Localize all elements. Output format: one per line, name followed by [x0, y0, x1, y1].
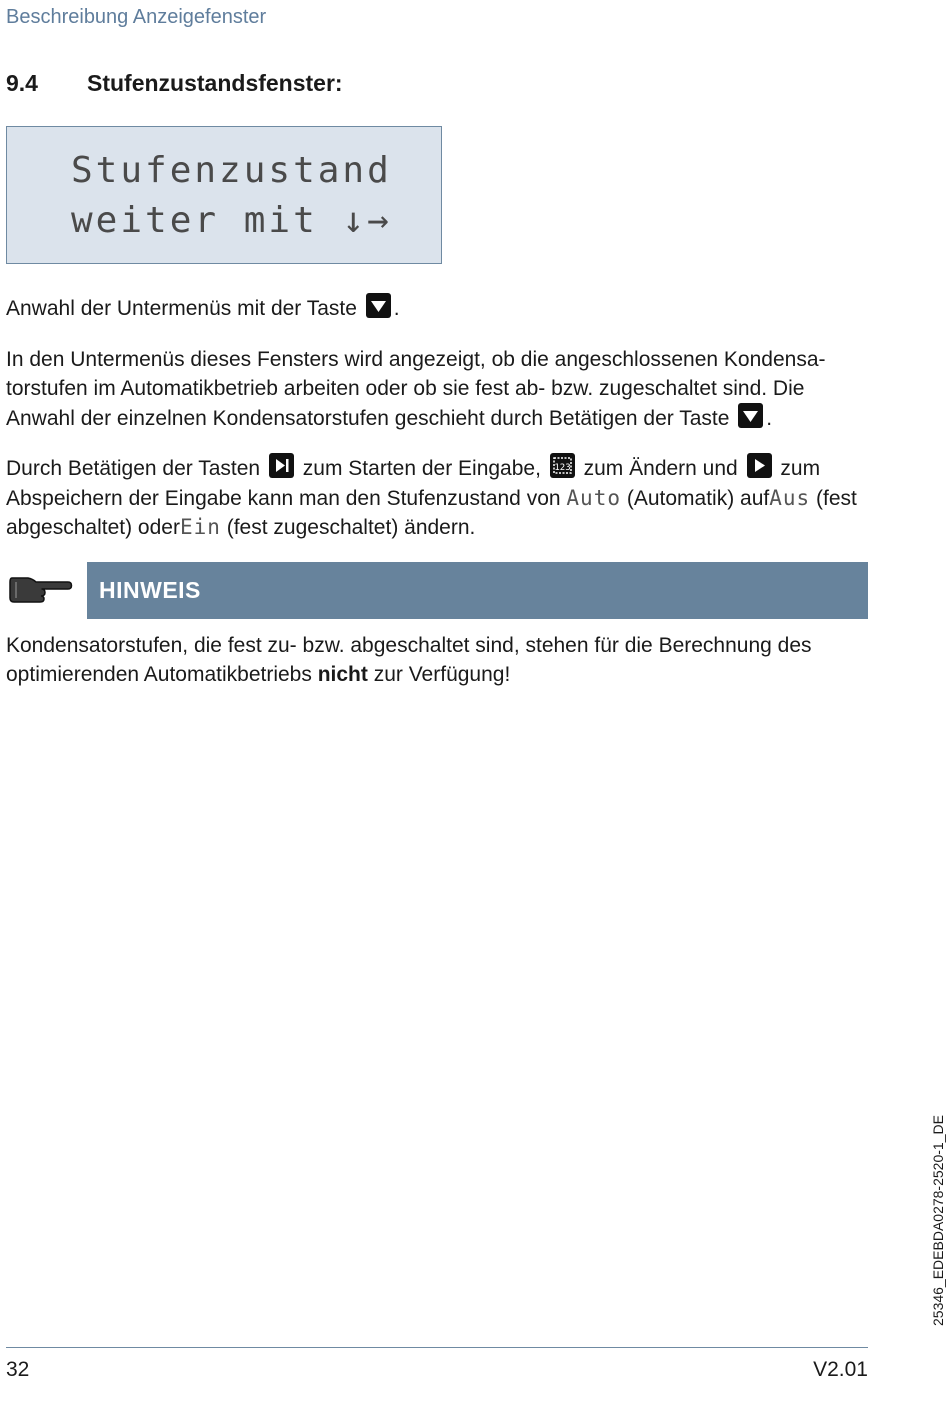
para3-text-2: zum Starten der Eingabe,	[302, 457, 541, 480]
footer-divider	[6, 1347, 868, 1348]
document-code: 25346_EDEBDA0278-2520-1_DE	[930, 1115, 946, 1326]
notice-banner	[87, 562, 868, 619]
lcd-line-2: weiter mit ↓→	[71, 200, 392, 241]
para3-text-7: (fest zugeschaltet) ändern.	[226, 516, 476, 539]
pointing-hand-icon	[6, 568, 74, 610]
start-entry-key-icon	[269, 453, 294, 478]
para4-text-2: zur Verfügung!	[373, 662, 511, 686]
section-number: 9.4	[6, 70, 38, 96]
notice-label: HINWEIS	[99, 577, 201, 603]
mode-ein-label: Ein	[179, 515, 221, 539]
para3-text-3: zum Ändern und	[583, 457, 738, 480]
para3-text-5: (Automatik) auf	[626, 486, 770, 510]
lcd-line-1: Stufenzustand	[71, 150, 392, 191]
para4-bold: nicht	[317, 662, 368, 686]
arrow-right-key-icon	[747, 453, 772, 478]
paragraph-notice-text	[6, 632, 868, 689]
document-version: V2.01	[813, 1358, 868, 1381]
para1-text: Anwahl der Untermenüs mit der Taste	[6, 297, 357, 320]
arrow-down-key-icon	[366, 293, 391, 318]
svg-text:123: 123	[554, 463, 571, 473]
para3-text-1: Durch Betätigen der Tasten	[6, 457, 261, 480]
running-header: Beschreibung Anzeigefenster	[6, 6, 267, 28]
paragraph-submenu-description	[6, 346, 868, 434]
lcd-display	[6, 126, 442, 264]
numeric-key-icon	[550, 453, 575, 478]
page-number: 32	[6, 1358, 30, 1381]
paragraph-submenu-selection	[6, 293, 868, 324]
paragraph-key-usage	[6, 453, 868, 543]
para3-text-4: zum Abspeichern der Eingabe kann man den Stufenzustand von	[6, 457, 821, 510]
para2-text: In den Untermenüs dieses Fensters wird angezeigt, ob die angeschlossenen Kondensa-torstufen im Automatikbetrieb arbeiten oder ob sie fest ab- bzw. zugeschaltet sind. Die Anwahl der einzelnen Kondensatorstufen geschieht durch Betätigen der Taste	[6, 348, 826, 430]
para2-end: .	[766, 407, 773, 430]
arrow-down-key-icon	[738, 403, 763, 428]
section-heading	[6, 70, 343, 97]
para1-end: .	[393, 297, 400, 320]
mode-auto-label: Auto	[566, 485, 621, 510]
section-title: Stufenzustandsfenster:	[87, 70, 343, 96]
para4-text-1: Kondensatorstufen, die fest zu- bzw. abgeschaltet sind, stehen für die Berechnung des optimierenden Automatikbetriebs	[6, 634, 812, 686]
mode-aus-label: Aus	[769, 485, 811, 510]
para3-text-6: (fest abgeschaltet) oder	[6, 486, 857, 539]
